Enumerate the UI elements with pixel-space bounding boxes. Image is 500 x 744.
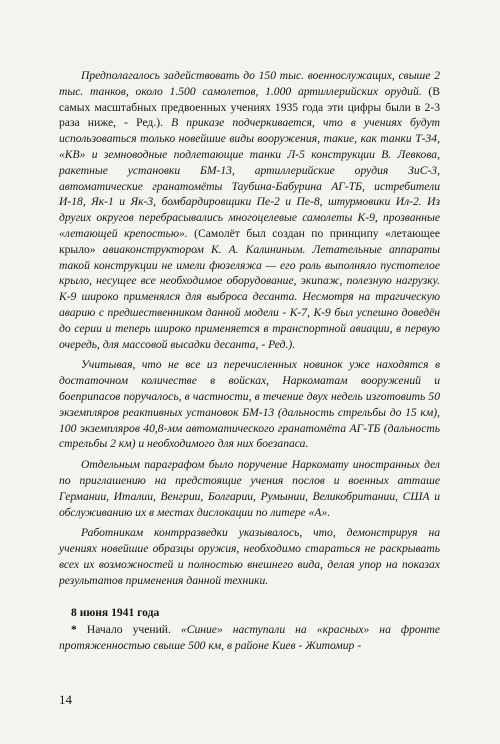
paragraph-foreign-attaches bbox=[59, 457, 440, 520]
editor-note: (В самых масштабных предвоенных учениях 1935 года эти цифры были в 2-3 раза ниже, - Ред.). bbox=[59, 84, 440, 130]
paragraph-text: Учитывая, что не все из перечисленных новинок уже находятся в достаточном количестве в войсках, Наркоматам вооружений и боеприпасов поручалось, в частности, в течение двух недель изготовить 50 экземпляров реактивных установок БМ-13 (дальность стрельбы до 15 км), 100 экземпляров 40,8-мм автоматического гранатомёта АГ-ТБ (дальность стрельбы 2 км) и необходимого для них боезапаса. bbox=[59, 358, 440, 451]
chronicle-entry bbox=[59, 622, 440, 654]
paragraph-exercise-plan bbox=[59, 68, 440, 352]
bullet-asterisk: * bbox=[71, 623, 77, 637]
page-number: 14 bbox=[59, 692, 72, 707]
paragraph-production-order bbox=[59, 357, 440, 452]
entry-text: «Синие» наступали на «красных» на фронте протяженностью свыше 500 км, в районе Киев - Житомир - bbox=[59, 623, 440, 653]
paragraph-text: Отдельным параграфом было поручение Наркомату иностранных дел по приглашению на предстоящие учения послов и военных атташе Германии, Италии, Венгрии, Болгарии, Румынии, Великобритании, США и обслуживанию их в местах дислокации по литере «А». bbox=[59, 458, 440, 519]
page-body bbox=[59, 68, 440, 654]
editor-note: (Самолёт был создан по принципу «летающее крыло» bbox=[59, 226, 440, 256]
date-heading: 8 июня 1941 года bbox=[71, 605, 160, 619]
paragraph-text: Предполагалось задействовать до 150 тыс. военнослужащих, свыше 2 тыс. танков, около 1.500 самолетов, 1.000 артиллерийских орудий. bbox=[59, 69, 440, 98]
entry-lead: Начало учений. bbox=[76, 623, 181, 637]
editor-note-continued: авиаконструктором К. А. Калининым. Летательные аппараты такой конструкции не имели фюзеляжа — его роль выполняло пустотелое крыло, несущее все необходимое оборудование, экипаж, полезную нагрузку. К-9 широко применялся для выброса десанта. Несмотря на трагическую аварию с предшественником данной модели - К-7, К-9 был успешно доведён до серии и теперь широко применяется в транспортной авиации, в первую очередь, для массовой высадки десанта, - Ред.). bbox=[59, 242, 441, 351]
paragraph-text: Работникам контрразведки указывалось, что, демонстрируя на учениях новейшие образцы оружия, необходимо стараться не раскрывать всех их возможностей и полностью внешнего вида, делая упор на показах результатов применения данной техники. bbox=[59, 526, 440, 587]
paragraph-text: В приказе подчеркивается, что в учениях будут использоваться только новейшие виды вооружения, такие, как танки Т-34, «КВ» и земноводные подлетающие танки Л-5 конструкции В. Левкова, ракетные установки БМ-13, артиллерийские орудия ЗиС-3, автоматические гранатомёты Таубина-Бабурина АГ-ТБ, истребители И-18, Як-1 и Як-3, бомбардировщики Пе-2 и Пе-8, штурмовики Ил-2. Из других округов перебрасывались многоцелевые самолеты К-9, прозванные «летающей крепостью». bbox=[59, 116, 441, 240]
paragraph-counterintelligence bbox=[59, 525, 440, 588]
